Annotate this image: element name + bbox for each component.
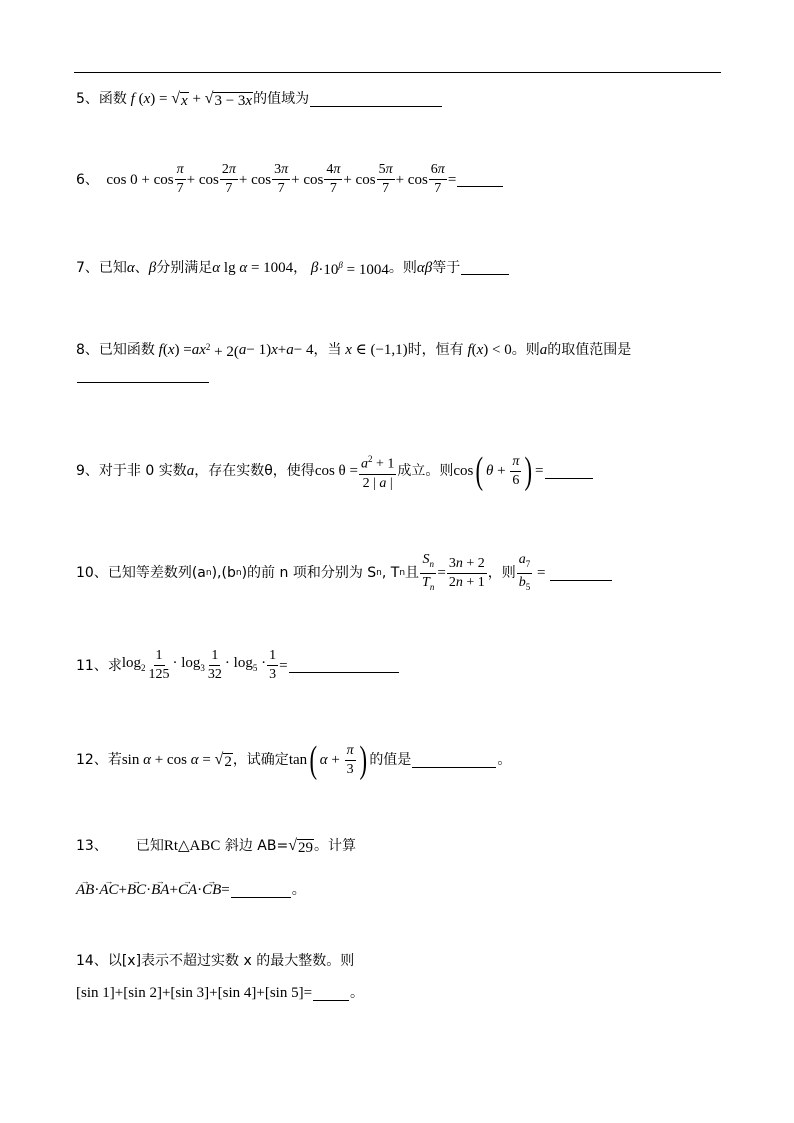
question-14: 14、 以[x]表示不超过实数 x 的最大整数。则 xyxy=(76,953,355,969)
q5-func: f xyxy=(126,91,139,107)
q7-answer-blank[interactable] xyxy=(461,260,509,275)
q14-expression: [sin 1]+[sin 2]+[sin 3]+[sin 4]+[sin 5]= xyxy=(76,985,313,1001)
q5-answer-blank[interactable] xyxy=(310,92,442,107)
q12-answer-blank[interactable] xyxy=(412,753,496,768)
q5-number: 5、 xyxy=(76,91,99,107)
q6-number: 6、 xyxy=(76,171,99,188)
q14-answer-blank[interactable] xyxy=(313,986,349,1001)
question-6: 6、 cos 0 + cos $\frac{\pi}{7}$ + cos $\frac{2\pi}{7}$ + cos $\frac{3\pi}{7}$ + cos $\frac{4\pi}{7}$ + cos $\frac{5\pi}{7}$ + cos $\frac{6\pi}{7}$ = xyxy=(76,162,504,197)
q14-number: 14、 xyxy=(76,953,108,969)
question-5: 5、 函数 f ( x ) = √ x + √ 3 − 3x 的值域为 xyxy=(76,89,443,109)
q13-number: 13、 xyxy=(76,838,108,854)
q7-number: 7、 xyxy=(76,259,99,276)
q11-number: 11、 xyxy=(76,657,108,674)
q12-number: 12、 xyxy=(76,752,108,768)
q8-number: 8、 xyxy=(76,341,99,358)
question-8: 8、 已知函数 f ( x ) = ax $^2$ + 2( a − 1) x + a − 4 ，当 x ∈ (−1,1) 时，恒有 f ( x ) < 0 。则 a 的取值范围是 xyxy=(76,341,632,360)
q13-answer-blank[interactable] xyxy=(231,883,291,898)
q8-answer-blank[interactable] xyxy=(77,368,209,383)
q9-answer-blank[interactable] xyxy=(545,464,593,479)
q5-sqrt-x: √ x xyxy=(171,90,188,109)
q5-text-2: 的值域为 xyxy=(253,91,310,107)
q7-eq-2: β xyxy=(307,259,319,276)
question-12: 12、 若 sin α + cos α = √ 2 ，试确定 tan ( α + $\frac{\pi}{3}$ ) 的值是 。 xyxy=(76,739,512,781)
question-8-line-2 xyxy=(76,368,210,383)
question-13-line-2: → AB · → AC + → BC · → BA + → CA · → CB = 。 xyxy=(76,880,306,900)
q10-answer-blank[interactable] xyxy=(550,566,612,581)
q5-text: 函数 xyxy=(98,91,127,107)
question-7: 7、 已知 α 、 β 分别满足 α lg α = 1004 ， β $\cdot 10^\beta = 1004$ 。则 αβ 等于 xyxy=(76,255,510,280)
q7-eq-1: α xyxy=(212,259,221,276)
q11-answer-blank[interactable] xyxy=(289,658,399,673)
question-13: 13、 已知 Rt△ABC 斜边 AB= √ 29 。计算 xyxy=(76,837,356,856)
q10-number: 10、 xyxy=(76,565,108,582)
q6-answer-blank[interactable] xyxy=(457,172,503,187)
question-14-line-2: [sin 1]+[sin 2]+[sin 3]+[sin 4]+[sin 5]= 。 xyxy=(76,985,365,1001)
q9-number: 9、 xyxy=(76,463,99,480)
q6-expression: cos 0 + cos xyxy=(98,171,174,188)
q8-func: f xyxy=(154,341,163,358)
question-10: 10、 已知等差数列(a n ),(b n )的前 n 项和分别为 S n , T n 且 $\frac{S_n}{T_n}$ = $\frac{3n + 2}{2n + 1}$ ，则 $\frac{a_7}{b_5}$ = xyxy=(76,552,613,595)
q5-sqrt-3-3x: √ 3 − 3x xyxy=(204,90,253,109)
question-11: 11、 求 $\log_2$ $\frac{1}{125}$ · $\log_3$ $\frac{1}{32}$ · $\log_5$ · $\frac{1}{3}$ = xyxy=(76,648,400,683)
question-9: 9、 对于非 0 实数 a ，存在实数θ，使得 cos θ = $\frac{a^2 + 1}{2 | a |}$ 成立。则 cos ( θ + $\frac{\pi}{6}$ ) = xyxy=(76,451,594,492)
header-rule xyxy=(74,72,721,73)
